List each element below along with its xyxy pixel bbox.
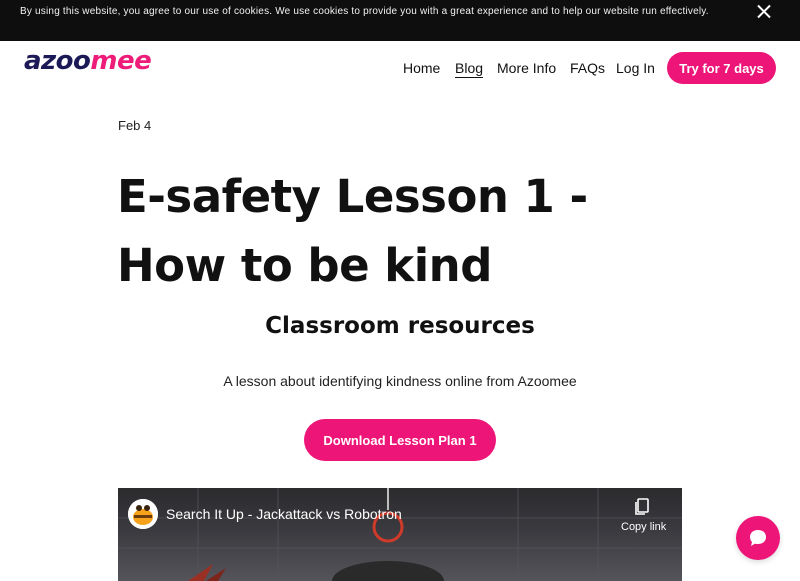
- chat-button[interactable]: [736, 516, 780, 560]
- section-heading: Classroom resources: [265, 313, 535, 339]
- channel-avatar[interactable]: [128, 499, 158, 529]
- logo-text-part2: mee: [90, 46, 152, 76]
- section-description: A lesson about identifying kindness online from Azoomee: [223, 373, 577, 389]
- logo-text-part1: azoo: [24, 46, 91, 76]
- copy-link-label: Copy link: [621, 521, 667, 533]
- try-for-7-days-button[interactable]: Try for 7 days: [667, 52, 776, 84]
- video-title[interactable]: Search It Up - Jackattack vs Robotron: [166, 506, 402, 522]
- chat-bubble-icon: [748, 528, 768, 548]
- nav-faqs[interactable]: FAQs: [570, 60, 606, 76]
- nav-log-in[interactable]: Log In: [616, 60, 655, 76]
- nav-home[interactable]: Home: [403, 60, 441, 76]
- nav-more-info[interactable]: More Info: [497, 60, 557, 76]
- copy-link-button[interactable]: [614, 498, 672, 538]
- azoomee-logo[interactable]: [24, 46, 151, 76]
- bee-character-icon: [128, 499, 158, 529]
- video-thumbnail: [118, 488, 682, 581]
- site-header: [0, 41, 800, 97]
- nav-blog[interactable]: Blog: [455, 60, 484, 76]
- close-icon[interactable]: [752, 0, 776, 22]
- copy-icon: [634, 498, 650, 516]
- video-embed[interactable]: [118, 488, 682, 581]
- post-title: E-safety Lesson 1 - How to be kind: [117, 170, 588, 292]
- cookie-banner-text: By using this website, you agree to our use of cookies. We use cookies to provide you with a great experience and to help our website run effectively.: [20, 6, 709, 17]
- cookie-banner: [0, 0, 800, 41]
- download-lesson-plan-button[interactable]: Download Lesson Plan 1: [304, 419, 496, 461]
- post-date: Feb 4: [118, 118, 152, 133]
